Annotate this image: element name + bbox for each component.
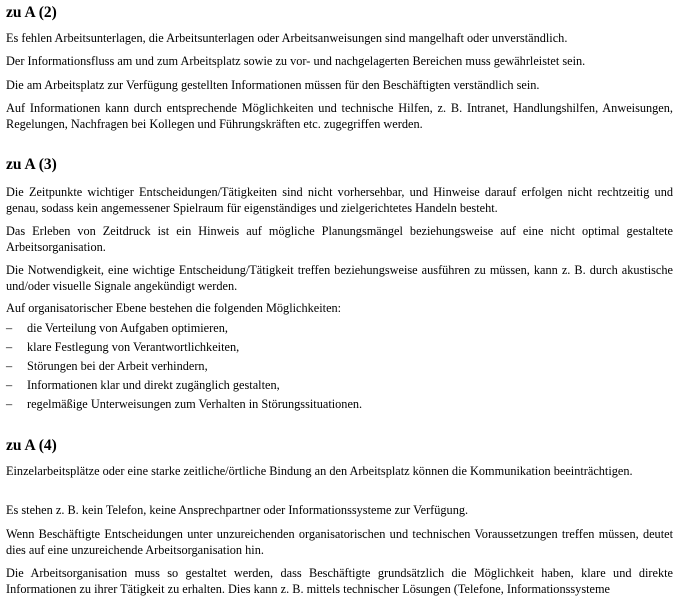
paragraph: Es fehlen Arbeitsunterlagen, die Arbeitsunterlagen oder Arbeitsanweisungen sind mangelhaft oder unverständlich. <box>6 31 568 45</box>
list-item-text: klare Festlegung von Verantwortlichkeiten, <box>27 340 240 354</box>
list-item-text: Störungen bei der Arbeit verhindern, <box>27 359 208 373</box>
paragraph: Wenn Beschäftigte Entscheidungen unter unzureichenden organisatorischen und technischen Voraussetzungen treffen müssen, deutet dies auf eine unzureichende Arbeitsorganisation hin. <box>6 527 673 557</box>
dash-marker: – <box>6 378 13 392</box>
list-item <box>6 376 673 395</box>
paragraph: Die Arbeitsorganisation muss so gestaltet werden, dass Beschäftigte grundsätzlich die Möglichkeit haben, klare und direkte Informationen zu ihrer Tätigkeit zu erhalten. Dies kann z. B. mittels technischer Lösungen (Telefone, Informationssysteme <box>6 566 673 596</box>
paragraph: Einzelarbeitsplätze oder eine starke zeitliche/örtliche Bindung an den Arbeitsplatz können die Kommunikation beeinträchtigen. <box>6 464 633 478</box>
paragraph: Es stehen z. B. kein Telefon, keine Ansprechpartner oder Informationssysteme zur Verfügung. <box>6 503 469 517</box>
paragraph: Auf organisatorischer Ebene bestehen die folgenden Möglichkeiten: <box>6 301 342 315</box>
list-item-text: regelmäßige Unterweisungen zum Verhalten in Störungssituationen. <box>27 397 363 411</box>
section-heading: zu A (4) <box>6 437 57 454</box>
dash-marker: – <box>6 321 13 335</box>
list-item <box>6 338 673 357</box>
bullet-list <box>6 319 673 414</box>
dash-marker: – <box>6 397 13 411</box>
dash-marker: – <box>6 340 13 354</box>
paragraph: Die Notwendigkeit, eine wichtige Entscheidung/Tätigkeit treffen beziehungsweise ausführen zu müssen, kann z. B. durch akustische und/oder visuelle Signale angekündigt werden. <box>6 263 673 293</box>
paragraph: Das Erleben von Zeitdruck ist ein Hinweis auf mögliche Planungsmängel beziehungsweise auf eine nicht optimal gestaltete Arbeitsorganisation. <box>6 224 673 254</box>
dash-marker: – <box>6 359 13 373</box>
list-item <box>6 395 673 414</box>
list-item <box>6 319 673 338</box>
list-item <box>6 357 673 376</box>
paragraph: Die Zeitpunkte wichtiger Entscheidungen/Tätigkeiten sind nicht vorhersehbar, und Hinweise darauf erfolgen nicht rechtzeitig und genau, sodass kein angemessener Spielraum für eigenständiges und zielgerichtetes Handeln besteht. <box>6 185 673 215</box>
paragraph: Der Informationsfluss am und zum Arbeitsplatz sowie zu vor- und nachgelagerten Bereichen muss gewährleistet sein. <box>6 54 586 68</box>
section-heading: zu A (2) <box>6 4 57 21</box>
list-item-text: Informationen klar und direkt zugänglich gestalten, <box>27 378 280 392</box>
section-heading: zu A (3) <box>6 156 57 173</box>
paragraph: Die am Arbeitsplatz zur Verfügung gestellten Informationen müssen für den Beschäftigten verständlich sein. <box>6 78 540 92</box>
list-item-text: die Verteilung von Aufgaben optimieren, <box>27 321 228 335</box>
paragraph: Auf Informationen kann durch entsprechende Möglichkeiten und technische Hilfen, z. B. Intranet, Handlungshilfen, Anweisungen, Regelungen, Nachfragen bei Kollegen und Führungskräften etc. zugegriffen werden. <box>6 101 673 131</box>
